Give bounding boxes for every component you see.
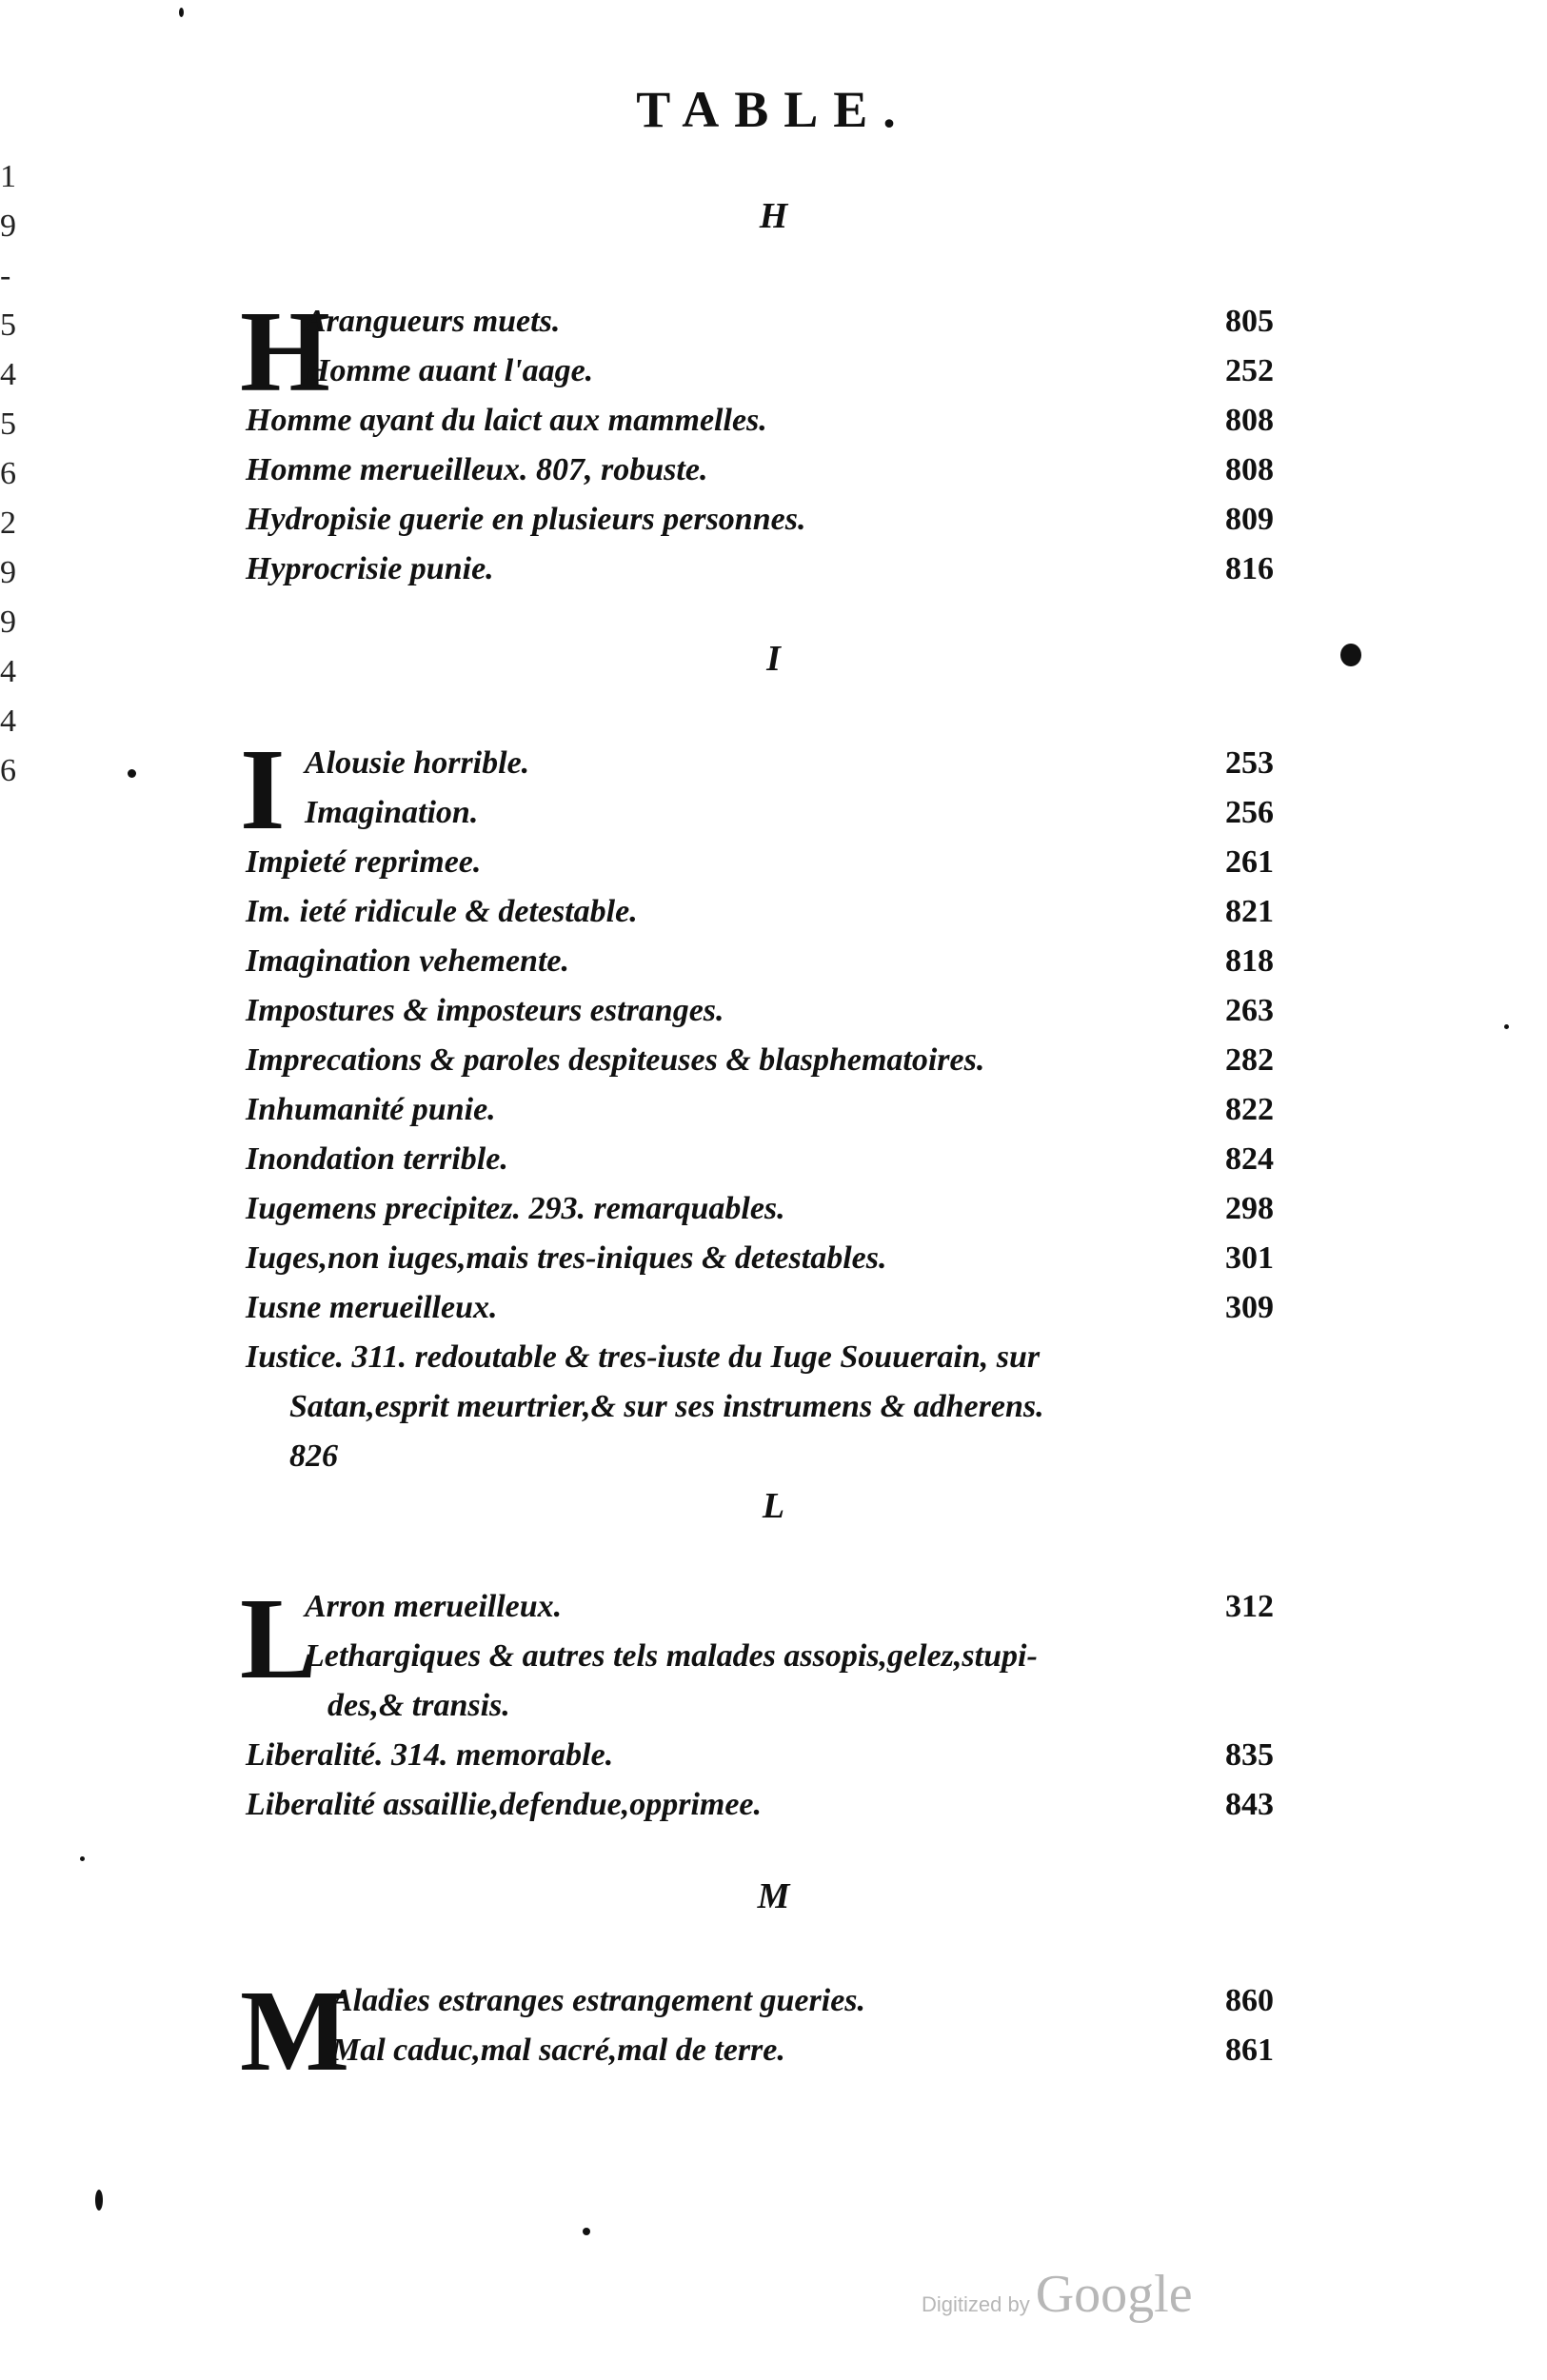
section-heading-h: H (759, 196, 788, 236)
entry-page: 808 (1225, 452, 1274, 487)
entry-page: 821 (1225, 894, 1274, 929)
margin-fragment: 6 (0, 456, 16, 491)
entry-text: 826 (289, 1438, 338, 1474)
entry-page: 805 (1225, 304, 1274, 339)
scan-speck (95, 2190, 103, 2211)
entry-text: Imagination vehemente. (246, 943, 569, 979)
entry-page: 312 (1225, 1589, 1274, 1624)
index-entry (246, 1234, 1274, 1283)
entry-page: 843 (1225, 1787, 1274, 1822)
margin-fragments (0, 152, 17, 796)
scan-speck (583, 2228, 590, 2235)
entry-page: 860 (1225, 1983, 1274, 2018)
entry-text: Hyprocrisie punie. (246, 551, 494, 586)
entry-text: Iusne merueilleux. (246, 1290, 498, 1325)
index-entry (246, 788, 1274, 838)
entry-text: Imprecations & paroles despiteuses & blasphematoires. (246, 1042, 985, 1078)
entry-text: Homme auant l'aage. (305, 353, 594, 388)
dropcap-h: H (240, 288, 330, 416)
margin-fragment: 5 (0, 407, 16, 442)
index-entry-continuation (246, 1382, 1274, 1432)
entry-page: 809 (1225, 502, 1274, 537)
margin-fragment: 9 (0, 605, 16, 640)
scan-speck (1504, 1024, 1509, 1029)
margin-fragment: 9 (0, 555, 16, 590)
entry-text: Mal caduc,mal sacré,mal de terre. (331, 2033, 785, 2068)
entry-text: Impieté reprimee. (246, 844, 482, 880)
entry-page: 253 (1225, 745, 1274, 781)
margin-fragment: 2 (0, 506, 16, 541)
entry-text: Impostures & imposteurs estranges. (246, 993, 724, 1028)
margin-fragment: 5 (0, 307, 16, 343)
index-entry (246, 2026, 1274, 2075)
entry-text: Iustice. 311. redoutable & tres-iuste du Iuge Souuerain, sur (246, 1339, 1041, 1375)
index-entry (246, 1135, 1274, 1184)
index-entry-continuation (246, 1681, 1274, 1731)
entry-page: 835 (1225, 1737, 1274, 1773)
entry-page: 261 (1225, 844, 1274, 880)
entry-page: 256 (1225, 795, 1274, 830)
index-entry (246, 838, 1274, 887)
index-entry (246, 986, 1274, 1036)
entry-text: Homme merueilleux. 807, robuste. (246, 452, 708, 487)
entry-page: 298 (1225, 1191, 1274, 1226)
entry-text: Arron merueilleux. (305, 1589, 563, 1624)
index-entry (246, 1731, 1274, 1780)
entry-text: Im. ieté ridicule & detestable. (246, 894, 638, 929)
scan-speck (80, 1856, 85, 1861)
scan-speck (128, 769, 136, 778)
index-entry (246, 887, 1274, 937)
entry-text: Arangueurs muets. (305, 304, 561, 339)
entry-text: Liberalité assaillie,defendue,opprimee. (246, 1787, 763, 1822)
entry-page: 808 (1225, 403, 1274, 438)
section-heading-m: M (757, 1876, 790, 1916)
entry-text: Iuges,non iuges,mais tres-iniques & detestables. (246, 1240, 887, 1276)
entry-text: Aladies estranges estrangement gueries. (331, 1983, 866, 2018)
index-entry (246, 739, 1274, 788)
scan-speck (179, 8, 184, 17)
entry-page: 822 (1225, 1092, 1274, 1127)
entry-page: 818 (1225, 943, 1274, 979)
margin-fragment: 4 (0, 357, 16, 392)
index-entry (246, 1036, 1274, 1085)
entry-text: Satan,esprit meurtrier,& sur ses instrumens & adherens. (289, 1389, 1044, 1424)
index-entry (246, 1085, 1274, 1135)
index-entry (246, 937, 1274, 986)
entry-text: Iugemens precipitez. 293. remarquables. (246, 1191, 785, 1226)
entry-text: des,& transis. (327, 1688, 510, 1723)
section-entries-l (246, 1582, 1274, 1830)
margin-fragment: 4 (0, 704, 16, 739)
entry-page: 309 (1225, 1290, 1274, 1325)
entry-text: Inhumanité punie. (246, 1092, 496, 1127)
section-heading-l: L (762, 1486, 785, 1526)
index-entry (246, 1976, 1274, 2026)
index-entry (246, 1333, 1274, 1382)
section-entries-h (246, 297, 1274, 594)
digitized-by-google-watermark (922, 2264, 1193, 2325)
entry-text: Inondation terrible. (246, 1141, 508, 1177)
entry-page: 282 (1225, 1042, 1274, 1078)
entry-page: 252 (1225, 353, 1274, 388)
margin-fragment: 6 (0, 753, 16, 788)
entry-page: 263 (1225, 993, 1274, 1028)
page-title: TABLE. (636, 81, 911, 138)
index-entry (246, 1283, 1274, 1333)
margin-fragment: 1 (0, 159, 16, 194)
watermark-prefix: Digitized by (922, 2292, 1030, 2316)
entry-page: 816 (1225, 551, 1274, 586)
entry-text: Alousie horrible. (305, 745, 530, 781)
index-entry-continuation (246, 1432, 1274, 1481)
dropcap-m: M (240, 1967, 350, 2095)
entry-text: Liberalité. 314. memorable. (246, 1737, 614, 1773)
entry-text: Lethargiques & autres tels malades assopis,gelez,stupi- (305, 1638, 1038, 1674)
entry-text: Imagination. (305, 795, 479, 830)
index-entry (246, 495, 1274, 545)
section-entries-m (246, 1976, 1274, 2075)
index-entry (246, 446, 1274, 495)
index-entry (246, 297, 1274, 347)
index-entry (246, 545, 1274, 594)
index-entry (246, 1632, 1274, 1681)
dropcap-i: I (240, 725, 286, 854)
scan-speck (1340, 644, 1361, 666)
index-entry (246, 1780, 1274, 1830)
google-logo: Google (1035, 2265, 1193, 2324)
entry-text: Homme ayant du laict aux mammelles. (246, 403, 767, 438)
entry-page: 861 (1225, 2033, 1274, 2068)
margin-fragment: - (0, 258, 11, 293)
entry-page: 301 (1225, 1240, 1274, 1276)
section-entries-i (246, 739, 1274, 1481)
margin-fragment: 4 (0, 654, 16, 689)
entry-text: Hydropisie guerie en plusieurs personnes. (246, 502, 806, 537)
entry-page: 824 (1225, 1141, 1274, 1177)
dropcap-l: L (240, 1575, 318, 1703)
index-entry (246, 1582, 1274, 1632)
section-heading-i: I (766, 639, 781, 679)
index-entry (246, 396, 1274, 446)
index-entry (246, 1184, 1274, 1234)
margin-fragment: 9 (0, 208, 16, 244)
index-entry (246, 347, 1274, 396)
